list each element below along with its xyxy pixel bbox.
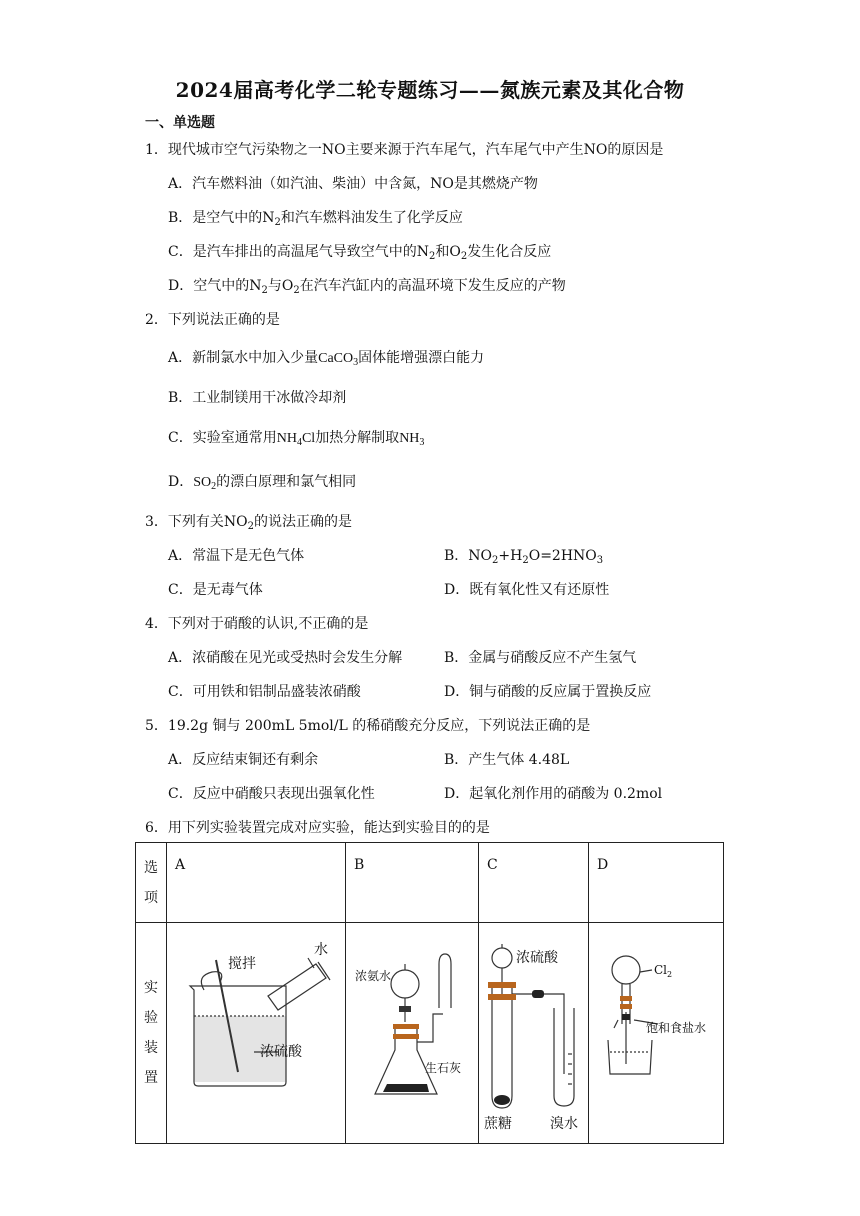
header-label-cell: 选 项 [136, 843, 167, 923]
experiment-table [135, 842, 724, 1144]
apparatus-d-cell [589, 923, 724, 1144]
label-bromine-water: 溴水 [550, 1116, 579, 1132]
question-3-option-b: B．$NO_2+H_2O=2HNO_3$ [444, 548, 604, 566]
question-5-option-b: B．产生气体 4.48L [444, 752, 570, 768]
drying-tube [439, 954, 451, 1008]
question-3-option-c: C．是无毒气体 [168, 582, 263, 598]
stopper-d [620, 996, 632, 1001]
label-chlorine: $Cl_2$ [654, 963, 673, 979]
apparatus-c-cell [479, 923, 589, 1144]
apparatus-b-cell [346, 923, 479, 1144]
label-saturated-brine: 饱和食盐水 [646, 1021, 707, 1035]
question-1-option-c: C．是汽车排出的高温尾气导致空气中的$N_2$和$O_2$发生化合反应 [168, 244, 552, 262]
test-tube-sucrose [492, 986, 512, 1108]
column-header-c: C [479, 843, 589, 923]
label-sucrose: 蔗糖 [484, 1116, 513, 1132]
label-conc-ammonia: 浓氨水 [355, 969, 392, 983]
question-4-option-a: A．浓硝酸在见光或受热时会发生分解 [168, 650, 403, 666]
stopper-band [393, 1024, 419, 1029]
label-quicklime: 生石灰 [425, 1061, 462, 1075]
question-1-option-b: B．是空气中的$N_2$和汽车燃料油发生了化学反应 [168, 210, 463, 228]
sucrose [494, 1095, 510, 1105]
question-2-option-a: A．新制氯水中加入少量CaCO$_3$固体能增强漂白能力 [168, 350, 485, 368]
question-4-option-d: D．铜与硝酸的反应属于置换反应 [444, 684, 652, 700]
stopcock [399, 1006, 411, 1012]
apparatus-a-figure [168, 924, 344, 1138]
label-conc-sulfuric-acid-c: 浓硫酸 [516, 950, 559, 966]
question-2-stem: 2．下列说法正确的是 [145, 312, 280, 328]
question-5-option-a: A．反应结束铜还有剩余 [168, 752, 319, 768]
section-heading: 一、单选题 [145, 115, 215, 131]
question-2-option-c: C．实验室通常用$NH_4Cl$加热分解制取$NH_3$ [168, 430, 425, 448]
question-5-option-d: D．起氧化剂作用的硝酸为 0.2mol [444, 786, 663, 802]
question-3-option-d: D．既有氧化性又有还原性 [444, 582, 610, 598]
column-header-a: A [167, 843, 346, 923]
question-5-option-c: C．反应中硝酸只表现出强氧化性 [168, 786, 375, 802]
label-conc-sulfuric-acid: 浓硫酸 [260, 1044, 303, 1060]
separatory-funnel-c [492, 948, 512, 968]
question-1-stem: 1．现代城市空气污染物之一NO主要来源于汽车尾气，汽车尾气中产生NO的原因是 [145, 142, 664, 158]
question-6-stem: 6．用下列实验装置完成对应实验，能达到实验目的的是 [145, 820, 490, 836]
delivery-tube [512, 994, 564, 1074]
round-flask [612, 956, 640, 984]
beaker-d [608, 1040, 652, 1074]
question-2-option-d: D．$SO_2$的漂白原理和氯气相同 [168, 474, 357, 492]
apparatus-a-cell [167, 923, 346, 1144]
question-1-option-d: D．空气中的$N_2$与$O_2$在汽车汽缸内的高温环境下发生反应的产物 [168, 278, 566, 296]
question-3-option-a: A．常温下是无色气体 [168, 548, 305, 564]
question-5-stem: 5．19.2g 铜与 200mL 5mol/L 的稀硝酸充分反应，下列说法正确的是 [145, 718, 591, 734]
apparatus-d-figure [590, 924, 722, 1138]
question-4-option-c: C．可用铁和铝制品盛装浓硝酸 [168, 684, 361, 700]
separatory-funnel [391, 970, 419, 998]
stopper-band-c [488, 982, 516, 988]
label-stir: 搅拌 [228, 956, 257, 972]
clamp-d [622, 1014, 630, 1020]
page-title: 2024届高考化学二轮专题练习——氮族元素及其化合物 [175, 78, 685, 102]
label-water: 水 [314, 942, 329, 958]
rubber-joint [532, 990, 544, 998]
question-4-stem: 4．下列对于硝酸的认识,不正确的是 [145, 616, 369, 632]
apparatus-c-figure [480, 924, 586, 1138]
row-label-cell: 实 验 装 置 [136, 923, 167, 1144]
quicklime [383, 1084, 429, 1092]
apparatus-b-figure [347, 924, 477, 1138]
pouring-cylinder [268, 964, 326, 1010]
column-header-b: B [346, 843, 479, 923]
question-2-option-b: B．工业制镁用干冰做冷却剂 [168, 390, 347, 406]
question-4-option-b: B．金属与硝酸反应不产生氢气 [444, 650, 637, 666]
question-1-option-a: A．汽车燃料油（如汽油、柴油）中含氮，NO是其燃烧产物 [168, 176, 538, 192]
question-3-stem: 3．下列有关$NO_2$的说法正确的是 [145, 514, 353, 532]
column-header-d: D [589, 843, 724, 923]
